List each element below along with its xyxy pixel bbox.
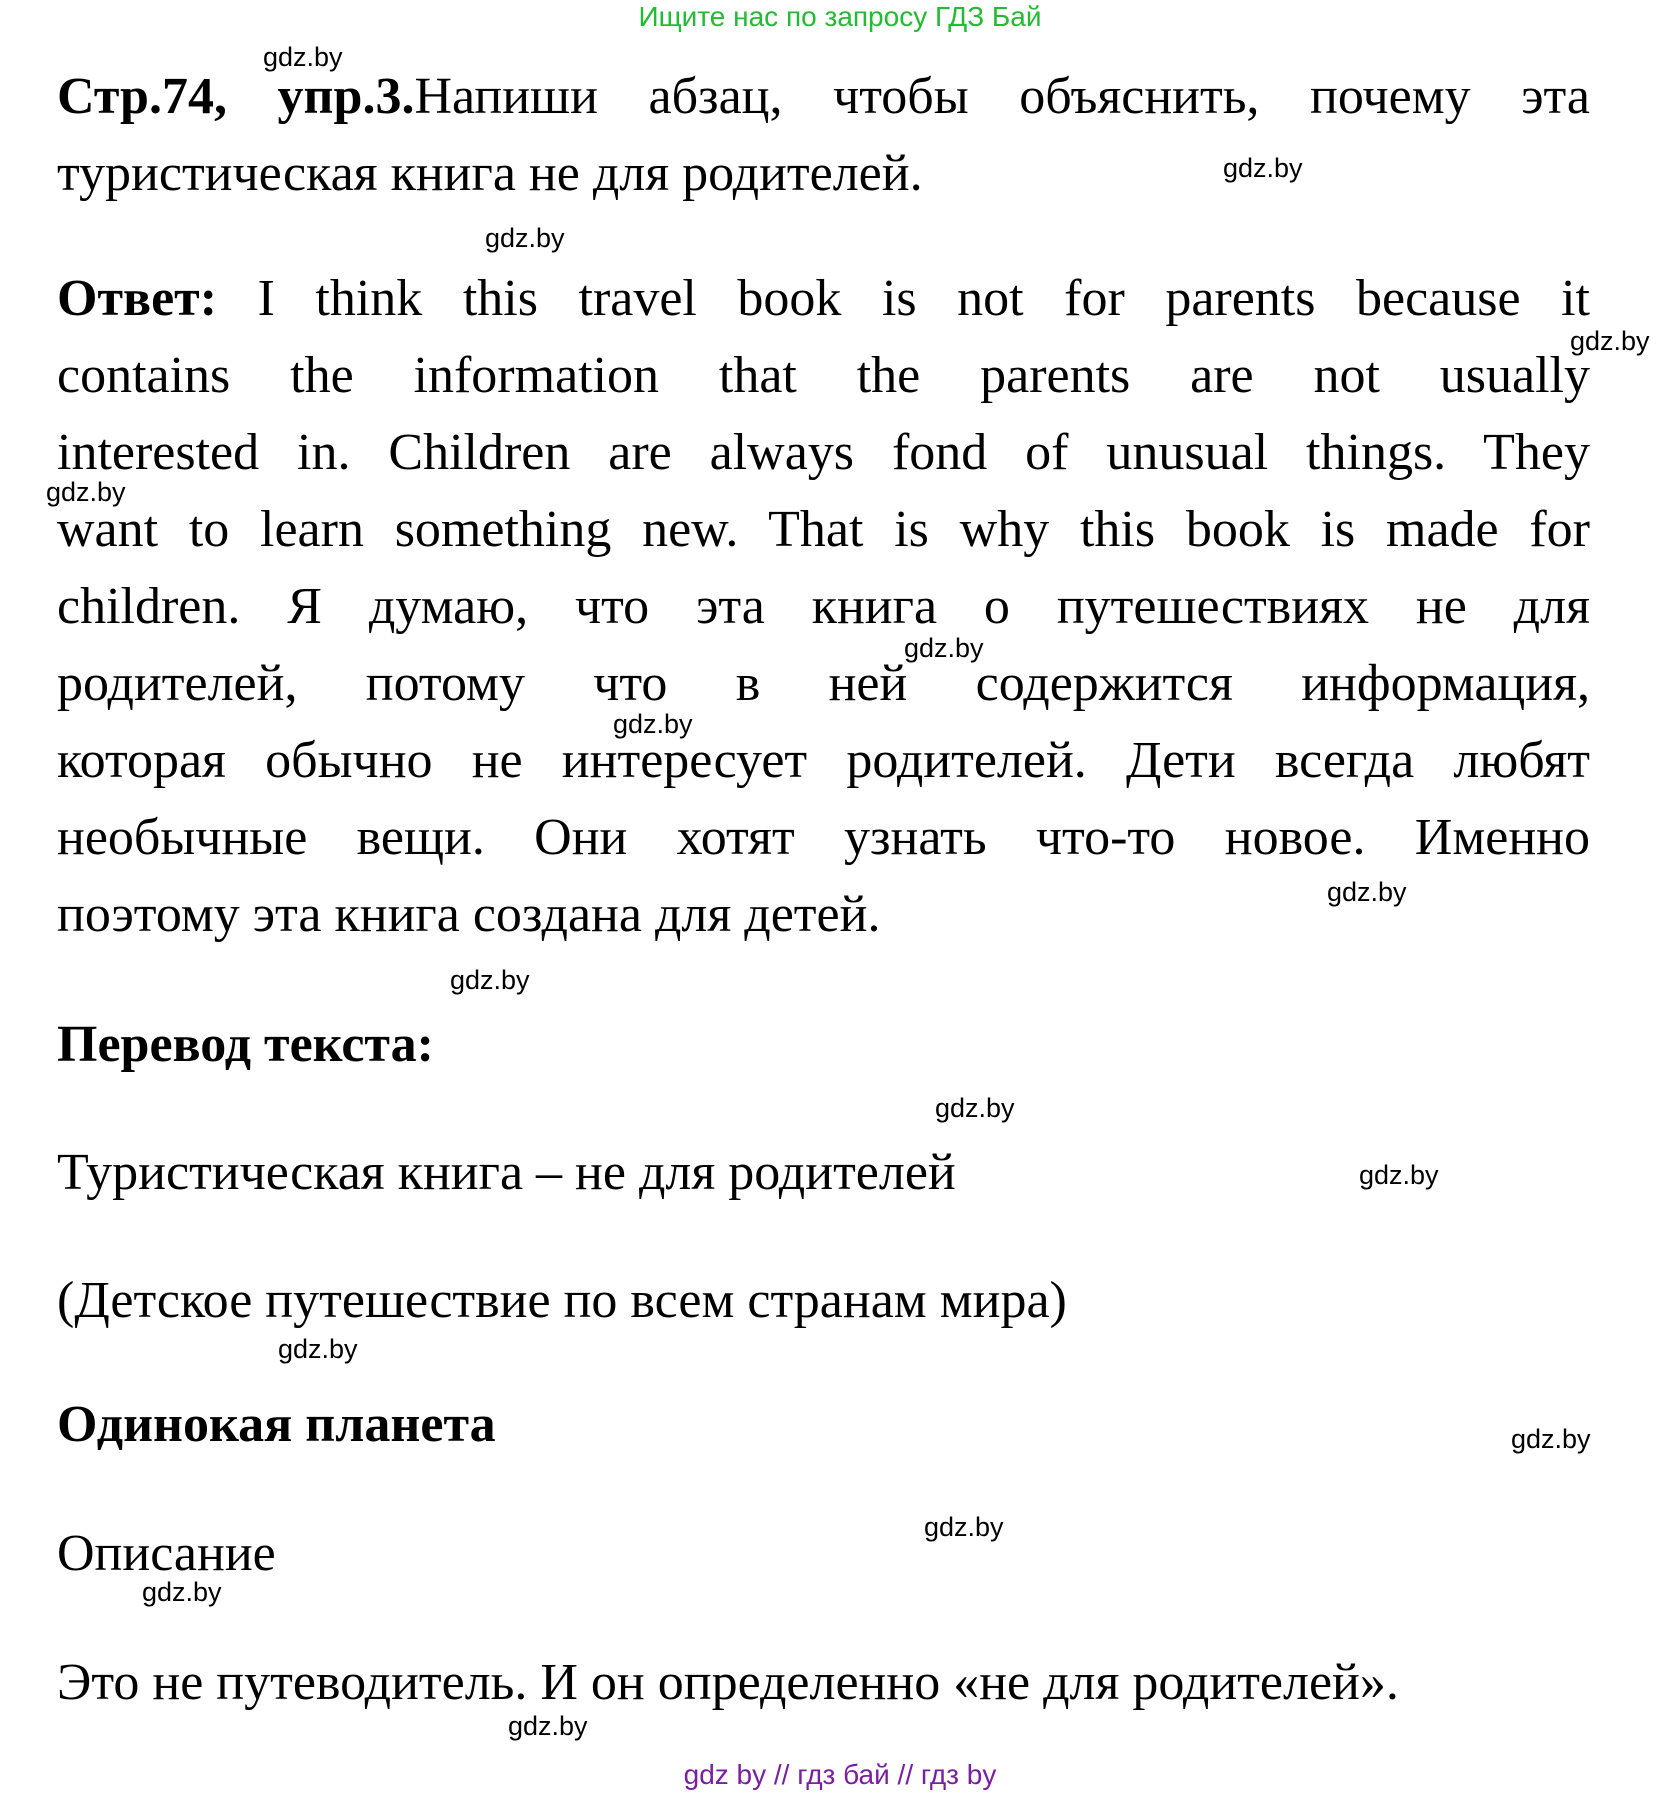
top-banner[interactable]: Ищите нас по запросу ГДЗ Бай <box>638 1 1042 32</box>
watermark: gdz.by <box>263 42 343 72</box>
task-label: Стр.74, упр.3. <box>57 68 415 125</box>
translation-title: Туристическая книга – не для родителей <box>57 1144 956 1201</box>
description-text: Это не путеводитель. И он определенно «не для родителей». <box>57 1654 1399 1711</box>
answer-line-5: children. Я думаю, что эта книга о путешествиях не для <box>57 578 1590 635</box>
watermark: gdz.by <box>1223 153 1303 183</box>
translation-subtitle: (Детское путешествие по всем странам мира) <box>57 1272 1067 1329</box>
description-label: Описание <box>57 1525 276 1582</box>
watermark: gdz.by <box>1359 1160 1439 1190</box>
watermark: gdz.by <box>46 477 126 507</box>
answer-line-1 <box>57 260 1590 337</box>
watermark: gdz.by <box>613 709 693 739</box>
answer-line-8: необычные вещи. Они хотят узнать что-то новое. Именно <box>57 809 1590 866</box>
section-heading: Одинокая планета <box>57 1396 496 1453</box>
watermark: gdz.by <box>450 965 530 995</box>
watermark: gdz.by <box>1327 877 1407 907</box>
watermark: gdz.by <box>485 223 565 253</box>
answer-line-6: родителей, потому что в ней содержится информация, <box>57 655 1590 712</box>
answer-line-4: want to learn something new. That is why this book is made for <box>57 501 1590 558</box>
answer-line-9: поэтому эта книга создана для детей. <box>57 886 881 943</box>
watermark: gdz.by <box>1511 1424 1591 1454</box>
translation-heading: Перевод текста: <box>57 1016 434 1073</box>
watermark: gdz.by <box>904 633 984 663</box>
watermark: gdz.by <box>1570 326 1650 356</box>
answer-label: Ответ: <box>57 270 218 327</box>
answer-line-2: contains the information that the parents are not usually <box>57 347 1590 404</box>
watermark: gdz.by <box>935 1093 1015 1123</box>
answer-line-7: которая обычно не интересует родителей. Дети всегда любят <box>57 732 1590 789</box>
watermark: gdz.by <box>142 1577 222 1607</box>
answer-text-1: I think this travel book is not for parents because it <box>257 270 1591 327</box>
watermark: gdz.by <box>924 1512 1004 1542</box>
watermark: gdz.by <box>508 1711 588 1741</box>
watermark: gdz.by <box>278 1334 358 1364</box>
answer-line-3: interested in. Children are always fond of unusual things. They <box>57 424 1590 481</box>
bottom-banner[interactable]: gdz by // гдз бай // гдз by <box>683 1759 997 1790</box>
task-line-2 <box>57 135 1590 212</box>
task-text-1: Напиши абзац, чтобы объяснить, почему эта <box>414 68 1590 125</box>
task-text-2: туристическая книга не для родителей. <box>57 145 923 202</box>
